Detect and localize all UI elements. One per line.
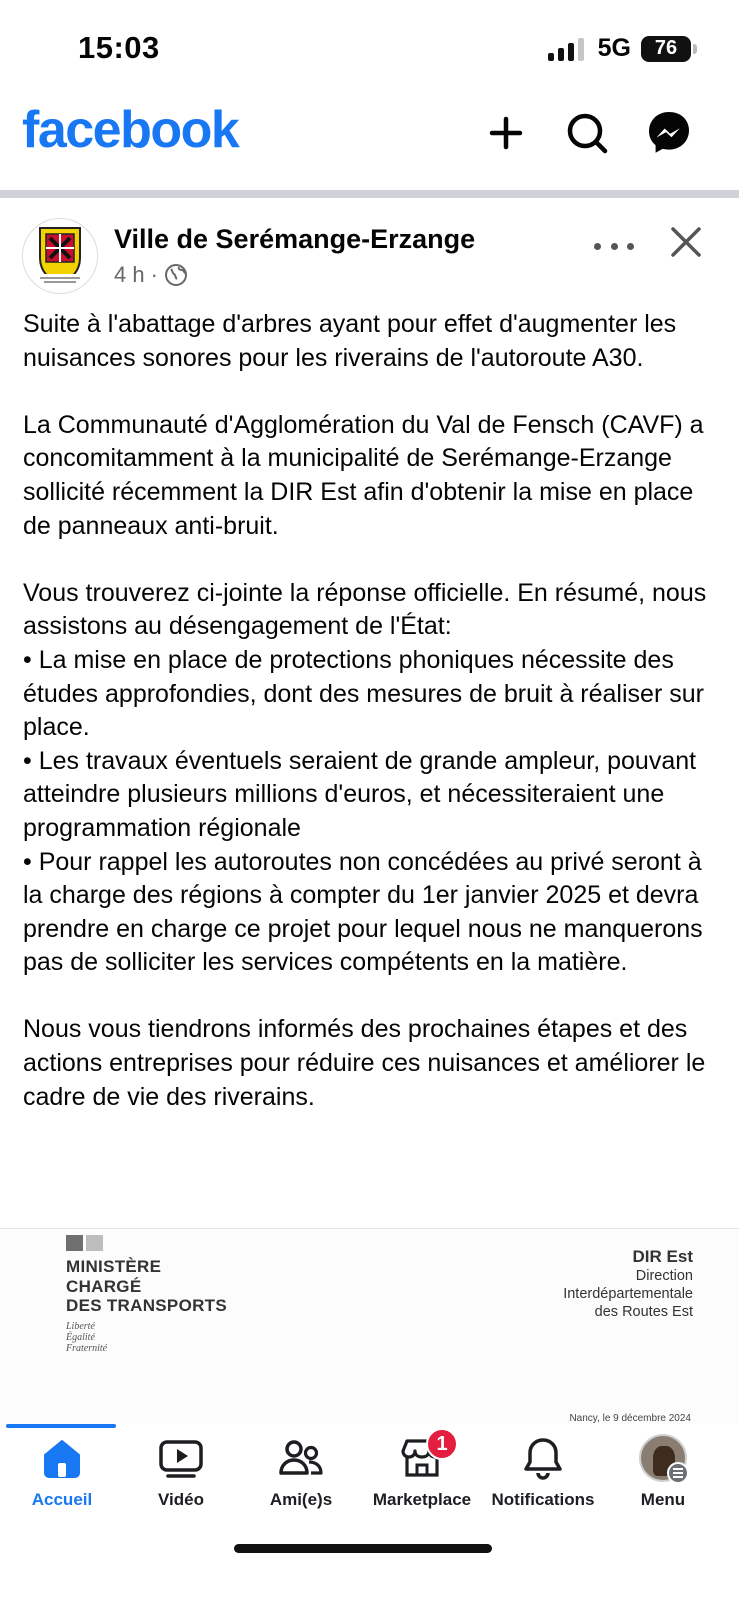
post-header: [0, 218, 739, 298]
tab-label: Accueil: [31, 1490, 93, 1509]
post-text: [23, 308, 723, 1114]
friends-icon: [278, 1435, 324, 1481]
tab-marketplace[interactable]: [360, 1434, 484, 1516]
post-author[interactable]: Ville de Serémange-Erzange: [114, 224, 476, 254]
dot-icon: [627, 243, 634, 250]
page-avatar[interactable]: [22, 218, 98, 294]
bell-icon: [520, 1435, 566, 1481]
battery-icon: [641, 36, 691, 62]
post-meta: [114, 262, 188, 288]
marianne-logo-icon: [66, 1235, 103, 1251]
dot-icon: [611, 243, 618, 250]
status-indicators: [548, 34, 691, 63]
search-button[interactable]: [561, 107, 613, 159]
messenger-icon: [645, 109, 693, 157]
hide-post-button[interactable]: [666, 222, 706, 262]
tab-label: Vidéo: [158, 1490, 204, 1509]
post-paragraph: Vous trouverez ci-jointe la réponse officielle. En résumé, nous assistons au désengagement de l'État: • La mise en place de protections phoniques nécessite des études approfondies, dont des mesures de bruit à réaliser sur place. • Les travaux éventuels seraient de grande ampleur, pouvant atteindre plusieurs millions d'euros, et nécessiteraient une programmation régionale • Pour rappel les autoroutes non concédées au privé seront à la charge des régions à compter du 1er janvier 2025 et devra prendre en charge ce projet pour lequel nous ne manquerons pas de solliciter les services compétents en la matière.: [23, 578, 707, 977]
tab-label: Notifications: [491, 1490, 595, 1509]
plus-icon: [482, 109, 530, 157]
tab-video[interactable]: [119, 1434, 243, 1516]
video-icon: [158, 1435, 204, 1481]
tab-home[interactable]: [0, 1434, 124, 1516]
menu-icon: [667, 1462, 689, 1484]
post-options-button[interactable]: [594, 236, 634, 256]
battery-level: 76: [654, 37, 678, 59]
close-icon: [666, 222, 706, 262]
post-paragraph: Suite à l'abattage d'arbres ayant pour effet d'augmenter les nuisances sonores pour les riverains de l'autoroute A30.: [23, 310, 677, 372]
ministry-name: MINISTÈRE CHARGÉ DES TRANSPORTS: [66, 1257, 227, 1315]
coat-of-arms-icon: [30, 224, 90, 288]
home-icon: [39, 1435, 85, 1481]
post-attachment-image[interactable]: [0, 1228, 739, 1424]
tab-friends[interactable]: [239, 1434, 363, 1516]
notification-badge: 1: [426, 1428, 458, 1460]
app-header: [0, 95, 739, 190]
dot-icon: [594, 243, 601, 250]
document-date: Nancy, le 9 décembre 2024: [569, 1413, 691, 1424]
profile-avatar: [639, 1434, 687, 1482]
cellular-signal-icon: [548, 37, 584, 61]
search-icon: [563, 109, 611, 157]
status-bar: [0, 0, 739, 92]
republic-motto: Liberté Égalité Fraternité: [66, 1321, 108, 1354]
status-time: 15:03: [78, 30, 160, 65]
tab-notifications[interactable]: [481, 1434, 605, 1516]
active-tab-indicator: [6, 1424, 116, 1428]
create-button[interactable]: [480, 107, 532, 159]
bottom-navigation: [0, 1424, 739, 1600]
facebook-logo[interactable]: facebook: [22, 101, 239, 159]
post-time[interactable]: 4 h: [114, 262, 145, 287]
tab-label: Ami(e)s: [269, 1490, 333, 1509]
post-paragraph: La Communauté d'Agglomération du Val de Fensch (CAVF) a concomitamment à la municipalité de Serémange-Erzange sollicité récemment la DIR Est afin d'obtenir la mise en place de panneaux anti-bruit.: [23, 410, 704, 540]
tab-label: Menu: [640, 1490, 686, 1509]
network-type: 5G: [597, 34, 631, 62]
feed-divider: [0, 190, 739, 198]
home-indicator[interactable]: [234, 1544, 492, 1553]
tab-menu[interactable]: [601, 1434, 725, 1516]
post-paragraph: Nous vous tiendrons informés des prochaines étapes et des actions entreprises pour réduire ces nuisances et améliorer le cadre de vie des riverains.: [23, 1015, 706, 1111]
dir-est-block: DIR Est Direction Interdépartementale des Routes Est: [563, 1247, 693, 1320]
globe-icon: [164, 263, 188, 287]
messenger-button[interactable]: [643, 107, 695, 159]
meta-separator: ·: [150, 262, 158, 287]
tab-label: Marketplace: [372, 1490, 472, 1509]
